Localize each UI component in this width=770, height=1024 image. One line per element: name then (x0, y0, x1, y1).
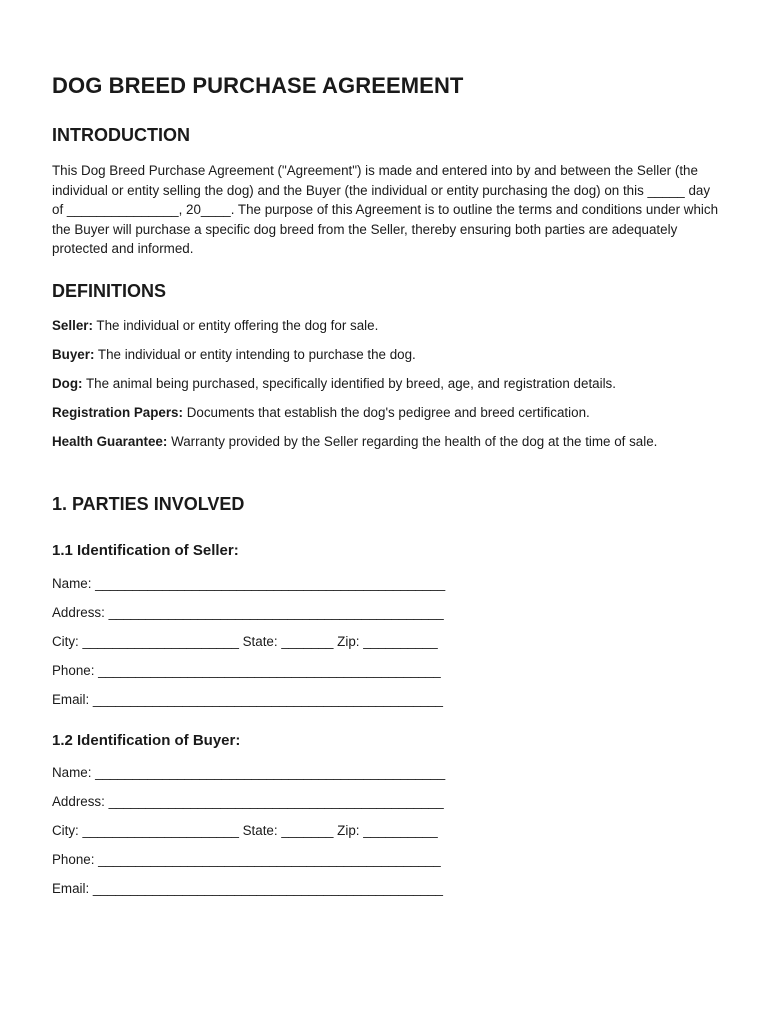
introduction-text: This Dog Breed Purchase Agreement ("Agreement") is made and entered into by and between the Seller (the individual or entity selling the dog) and the Buyer (the individual or entity purchasing the dog) on this _____ day of _______________, 20____. The purpose of this Agreement is to outline the terms and conditions under which the Buyer will purchase a specific dog breed from the Seller, thereby ensuring both parties are adequately protected and informed. (52, 163, 719, 256)
definition-term: Dog: (52, 376, 83, 391)
definition-item (52, 345, 720, 365)
buyer-name-field[interactable]: Name: _______________________________________________ (52, 765, 446, 780)
seller-email-field[interactable]: Email: _______________________________________________ (52, 692, 443, 707)
definition-term: Seller: (52, 318, 93, 333)
definition-item (52, 374, 720, 394)
seller-city-state-zip-field[interactable]: City: _____________________ State: _______ Zip: __________ (52, 634, 438, 649)
definition-term: Buyer: (52, 347, 95, 362)
seller-address-field[interactable]: Address: _____________________________________________ (52, 605, 444, 620)
seller-name-field[interactable]: Name: _______________________________________________ (52, 576, 446, 591)
buyer-city-state-zip-field[interactable]: City: _____________________ State: _______ Zip: __________ (52, 823, 438, 838)
buyer-identification-heading: 1.2 Identification of Buyer: (52, 732, 241, 749)
definition-item (52, 403, 720, 423)
definition-term: Health Guarantee: (52, 434, 168, 449)
buyer-address-field[interactable]: Address: _____________________________________________ (52, 794, 444, 809)
seller-identification-heading: 1.1 Identification of Seller: (52, 542, 239, 559)
introduction-heading: INTRODUCTION (52, 125, 190, 145)
definitions-heading: DEFINITIONS (52, 281, 167, 301)
seller-phone-field[interactable]: Phone: ______________________________________________ (52, 663, 441, 678)
definition-term: Registration Papers: (52, 405, 183, 420)
definition-text: The individual or entity offering the dog for sale. (96, 318, 379, 333)
definition-item (52, 316, 720, 336)
buyer-email-field[interactable]: Email: _______________________________________________ (52, 881, 443, 896)
definition-text: The animal being purchased, specifically identified by breed, age, and registration details. (85, 376, 616, 391)
definition-item (52, 432, 720, 452)
definition-text: Documents that establish the dog's pedigree and breed certification. (186, 405, 590, 420)
parties-heading: 1. PARTIES INVOLVED (52, 494, 245, 514)
definition-text: Warranty provided by the Seller regarding the health of the dog at the time of sale. (171, 434, 658, 449)
buyer-phone-field[interactable]: Phone: ______________________________________________ (52, 852, 441, 867)
document-title: DOG BREED PURCHASE AGREEMENT (52, 73, 464, 98)
definition-text: The individual or entity intending to purchase the dog. (97, 347, 416, 362)
